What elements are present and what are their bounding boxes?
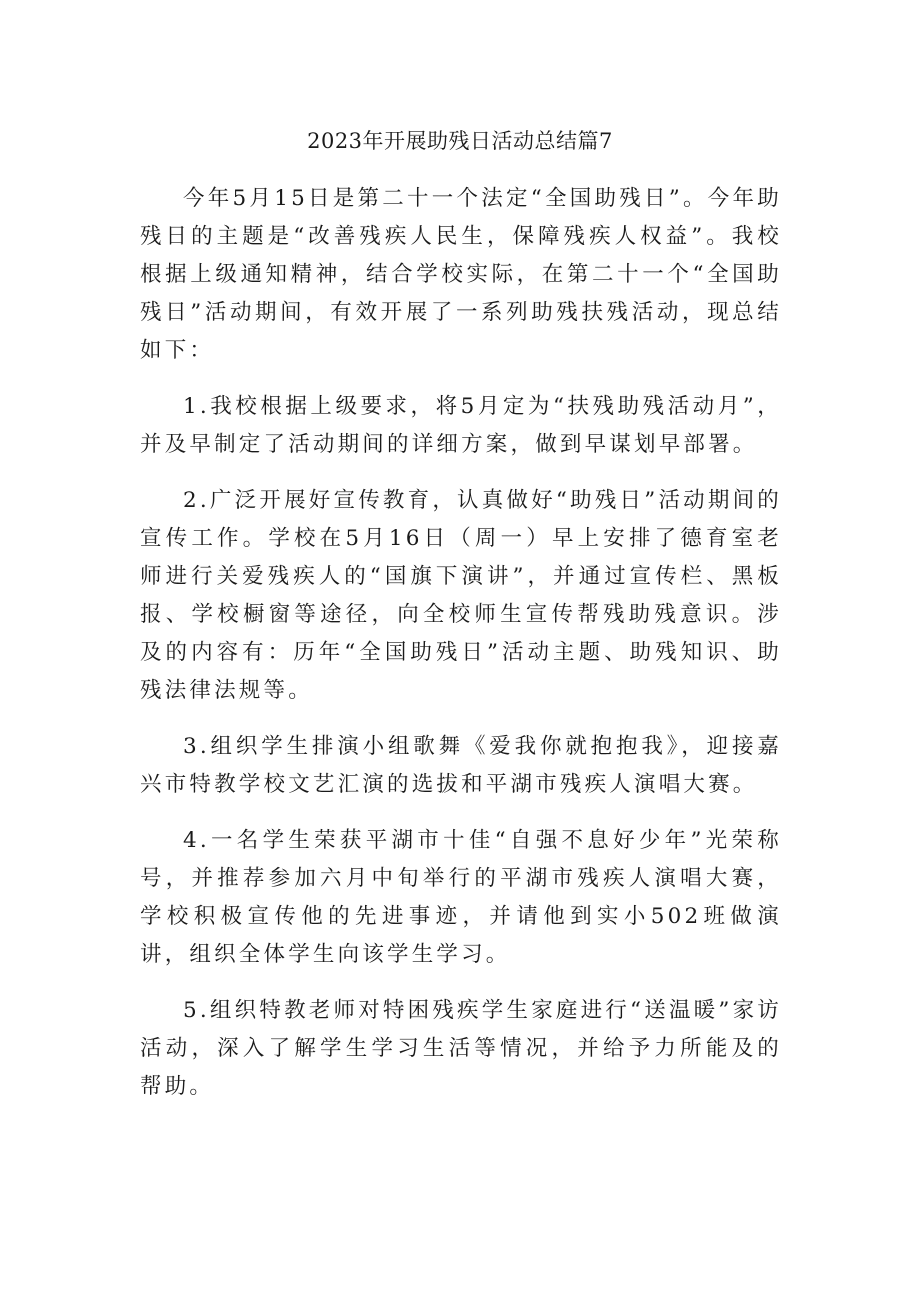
paragraph-intro: 今年5月15日是第二十一个法定“全国助残日”。今年助残日的主题是“改善残疾人民生，保障残疾人权益”。我校根据上级通知精神，结合学校实际，在第二十一个“全国助残日”活动期间，有效开展了一系列助残扶残活动，现总结如下： xyxy=(140,186,782,363)
paragraph-item-3: 3.组织学生排演小组歌舞《爱我你就抱抱我》，迎接嘉兴市特教学校文艺汇演的选拔和平湖市残疾人演唱大赛。 xyxy=(140,734,782,797)
document-title: 2023年开展助残日活动总结篇7 xyxy=(307,129,613,153)
paragraph-item-4: 4.一名学生荣获平湖市十佳“自强不息好少年”光荣称号，并推荐参加六月中旬举行的平湖市残疾人演唱大赛，学校积极宣传他的先进事迹，并请他到实小502班做演讲，组织全体学生向该学生学习。 xyxy=(140,828,782,967)
paragraph-item-5: 5.组织特教老师对特困残疾学生家庭进行“送温暖”家访活动，深入了解学生学习生活等情况，并给予力所能及的帮助。 xyxy=(140,998,782,1099)
paragraph-item-2: 2.广泛开展好宣传教育，认真做好“助残日”活动期间的宣传工作。学校在5月16日（周一）早上安排了德育室老师进行关爱残疾人的“国旗下演讲”，并通过宣传栏、黑板报、学校橱窗等途径，向全校师生宣传帮残助残意识。涉及的内容有：历年“全国助残日”活动主题、助残知识、助残法律法规等。 xyxy=(140,488,782,703)
document-body xyxy=(140,180,782,1124)
paragraph-item-1: 1.我校根据上级要求，将5月定为“扶残助残活动月”，并及早制定了活动期间的详细方案，做到早谋划早部署。 xyxy=(140,394,782,457)
